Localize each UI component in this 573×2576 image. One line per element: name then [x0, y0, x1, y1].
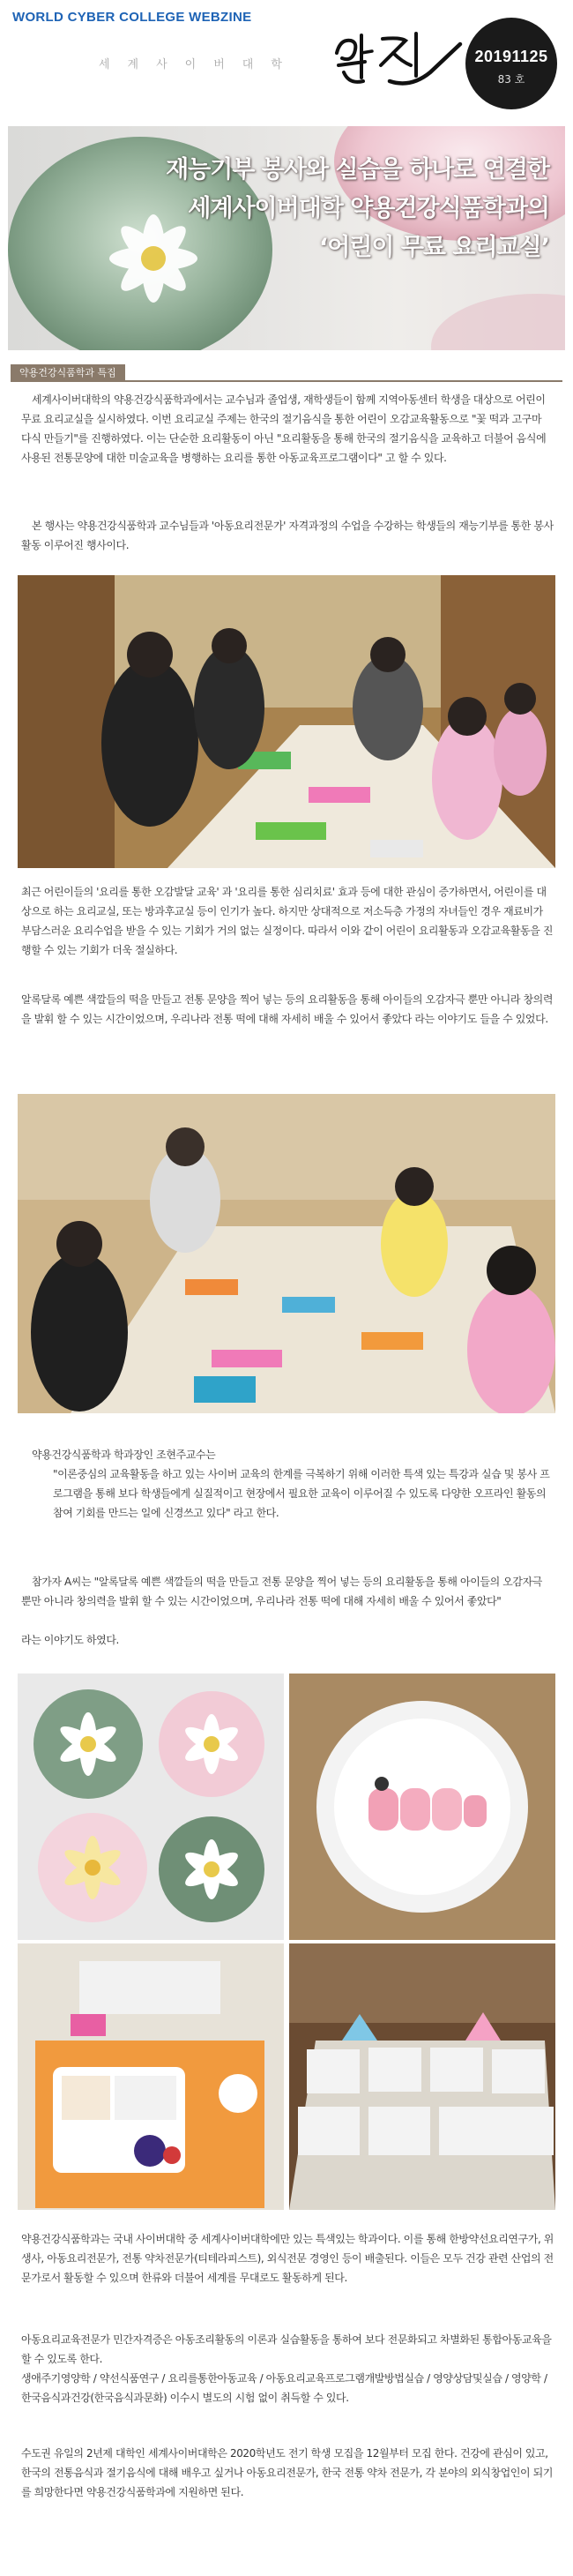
article-paragraph: 본 행사는 약용건강식품학과 교수님들과 '아동요리전문가' 자격과정의 수업을 수강하는 학생들의 재능기부를 통한 봉사활동 이루어진 행사이다.	[21, 520, 554, 551]
issue-date: 20191125	[474, 48, 548, 65]
plated-rice-cake-photo	[289, 1674, 555, 1940]
photo-image	[18, 1094, 555, 1413]
photo-image	[18, 1943, 284, 2210]
issue-badge	[465, 18, 557, 109]
article-paragraph: 최근 어린이들의 '요리를 통한 오감발달 교육' 과 '요리를 통한 심리치료' 효과 등에 대한 관심이 증가하면서, 어린이를 대상으로 하는 요리교실, 또는 방과후교실 등이 인기가 높다. 하지만 상대적으로 저소득층 가정의 자녀들인 경우 재료비가 부담스러운 요리수업을 받을 수 있는 기회가 거의 없는 실정이다. 따라서 이와 같이 어린이 요리활동과 오감교육활동을 진행할 수 있는 기회가 더욱 절실하다.	[21, 886, 554, 956]
section-label: 약용건강식품학과 특집	[11, 364, 125, 382]
cooking-class-photo-2	[18, 1094, 555, 1413]
issue-number: 83 호	[497, 73, 525, 86]
classroom-trays-photo	[289, 1943, 555, 2210]
rice-cake-photo	[18, 1674, 284, 1940]
article-paragraph: 약용건강식품학과 학과장인 조현주교수는	[32, 1449, 216, 1461]
hero-title-line: 재능기부 봉사와 실습을 하나로 연결한	[166, 156, 549, 183]
brand-name[interactable]: WORLD CYBER COLLEGE WEBZINE	[12, 10, 252, 25]
article-paragraph: 알록달록 예쁜 색깔들의 떡을 만들고 전통 문양을 찍어 넣는 등의 요리활동을 통해 아이들의 오감자극 뿐만 아니라 창의력을 발휘 할 수 있는 시간이었으며, 우리나라 전통 떡에 대해 자세히 배울 수 있어서 좋았다 라는 이야기도 들을 수 있었다.	[21, 993, 554, 1025]
webzine-logo-icon[interactable]	[331, 26, 464, 95]
hero-banner	[8, 126, 565, 350]
article-paragraph: 약용건강식품학과는 국내 사이버대학 중 세계사이버대학에만 있는 특색있는 학과이다. 이를 통해 한방약선요리연구가, 위생사, 아동요리전문가, 전통 약차전문가(티테라피스트), 외식전문 경영인 등이 배출된다. 이들은 모두 건강 관련 산업의 전문가로서 활동할 수 있으며 한류와 더불어 세계를 무대로도 활동하게 된다.	[21, 2233, 554, 2284]
tagline: 세계사이버대학	[99, 58, 300, 71]
participant-quote: 참가자 A씨는 "알록달록 예쁜 색깔들의 떡을 만들고 전통 문양을 찍어 넣는 등의 요리활동을 통해 아이들의 오감자극 뿐만 아니라 창의력을 발휘 할 수 있는 시간이었으며, 우리나라 전통 떡에 대해 자세히 배울 수 있어서 좋았다"	[21, 1576, 542, 1607]
section-header	[11, 364, 562, 382]
webzine-header	[0, 0, 573, 129]
hero-title-line: ‘어린이 무료 요리교실’	[318, 234, 549, 261]
article-paragraph: 아동요리교육전문가 민간자격증은 아동조리활동의 이론과 실습활동을 통하여 보다 전문화되고 차별화된 통합아동교육을 할 수 있도록 한다.	[21, 2333, 552, 2365]
cooking-tray-photo	[18, 1943, 284, 2210]
article-paragraph: 라는 이야기도 하였다.	[21, 1634, 119, 1646]
photo-image	[289, 1674, 555, 1940]
article-paragraph: 세계사이버대학의 약용건강식품학과에서는 교수님과 졸업생, 재학생들이 함께 지역아동센터 학생을 대상으로 어린이 무료 요리교실을 실시하였다. 이번 요리교실 주제는 한국의 절기음식을 통한 어린이 오감교육활동으로 "꽃 떡과 고구마 다식 만들기"를 진행하였다. 이는 단순한 요리활동이 아닌 "요리활동을 통해 한국의 절기음식을 교육하고 더불어 음식에 사용된 전통문양에 대한 미술교육을 병행하는 요리를 통한 아동교육프로그램이다" 고 할 수 있다.	[21, 393, 547, 464]
photo-image	[289, 1943, 555, 2210]
professor-quote: "이론중심의 교육활동을 하고 있는 사이버 교육의 한계를 극복하기 위해 이러한 특색 있는 특강과 실습 및 봉사 프로그램을 통해 보다 학생들에게 실질적이고 현장에서 필요한 교육이 이루어질 수 있도록 다양한 오프라인 활동의 참여 기회를 만드는 일에 신경쓰고 있다" 라고 한다.	[53, 1468, 550, 1519]
photo-image	[18, 575, 555, 868]
hero-title-line: 세계사이버대학 약용건강식품학과의	[188, 195, 549, 222]
admissions-paragraph: 수도권 유일의 2년제 대학인 세계사이버대학은 2020학년도 전기 학생 모집을 12월부터 모집 한다. 건강에 관심이 있고, 한국의 전통음식과 절기음식에 대해 배우고 싶거나 아동요리전문가, 한국 전통 약차 전문가, 각 분야의 외식창업인이 되기를 희망한다면 약용건강식품학과에 지원하면 된다.	[21, 2447, 554, 2498]
photo-image	[18, 1674, 284, 1940]
hero-title	[166, 151, 549, 267]
course-list: 생애주기영양학 / 약선식품연구 / 요리를통한아동교육 / 아동요리교육프로그램개발방법실습 / 영양상담및실습 / 영양학 /한국음식과건강(한국음식과문화) 이수시 별도의 시험 없이 취득할 수 있다.	[21, 2372, 547, 2404]
cooking-class-photo-1	[18, 575, 555, 868]
